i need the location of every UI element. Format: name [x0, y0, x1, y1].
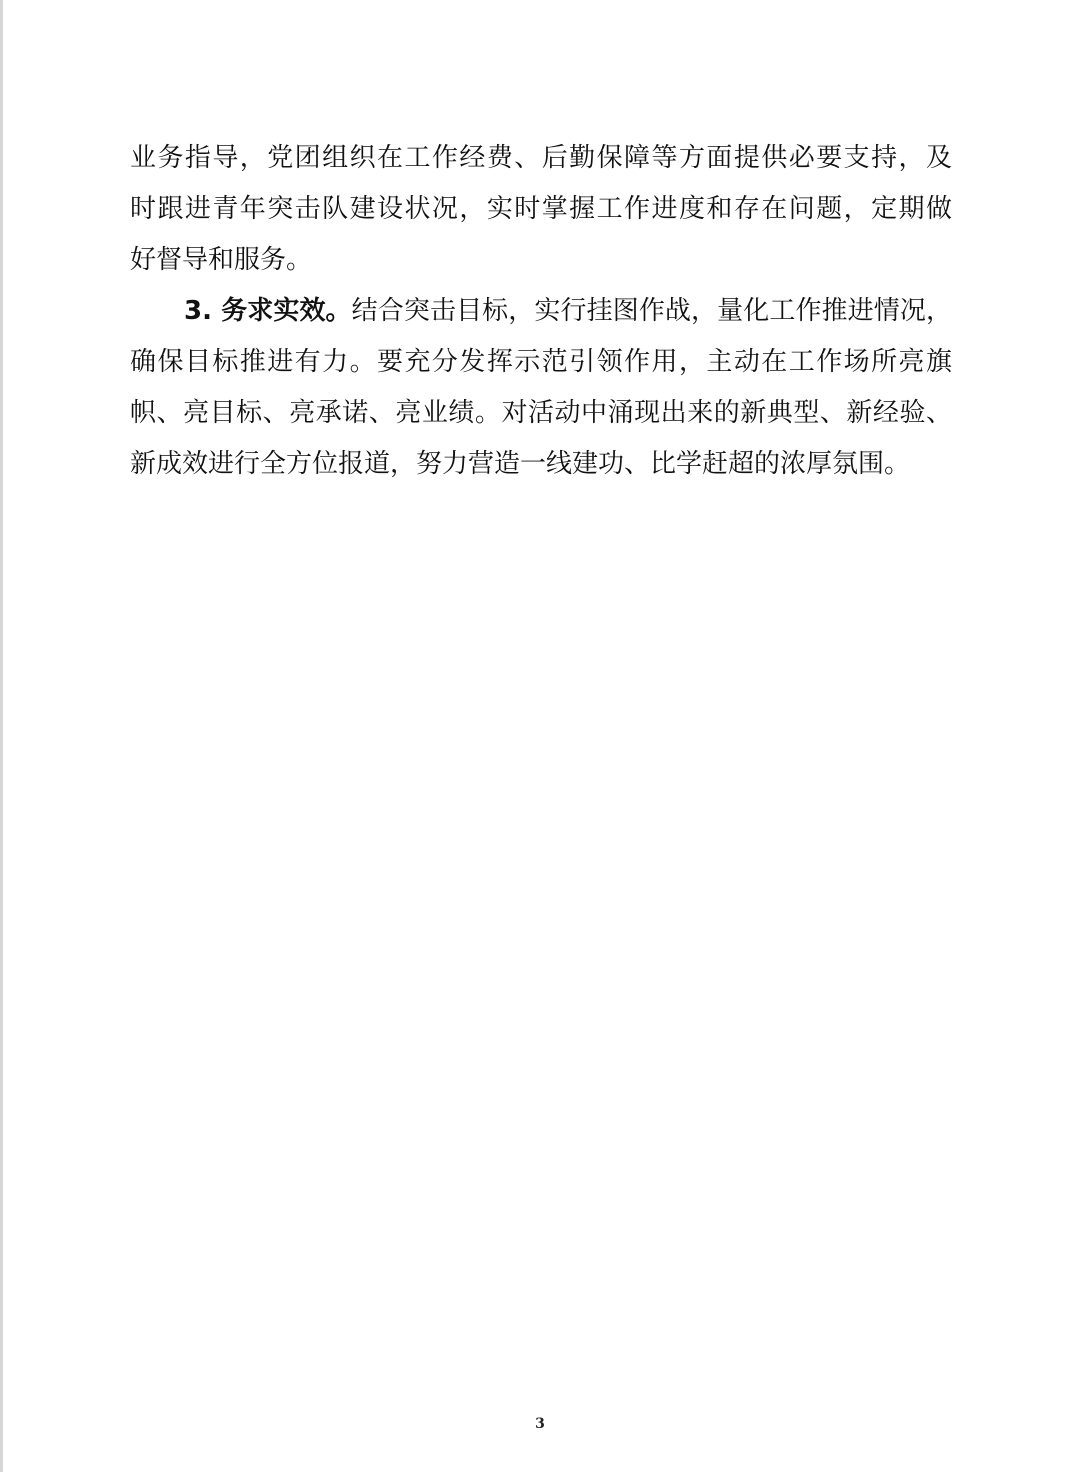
section-heading: 3. 务求实效。	[184, 296, 352, 326]
paragraph-2-line-1	[130, 286, 952, 337]
page-number: 3	[535, 1416, 545, 1432]
paragraph-2-line-3: 帜、亮目标、亮承诺、亮业绩。对活动中涌现出来的新典型、新经验、	[130, 398, 952, 428]
paragraph-2-line-2: 确保目标推进有力。要充分发挥示范引领作用，主动在工作场所亮旗	[130, 347, 952, 377]
paragraph-2-line-1-text: 结合突击目标，实行挂图作战，量化工作推进情况，	[351, 296, 952, 326]
paragraph-1-line-2: 时跟进青年突击队建设状况，实时掌握工作进度和存在问题，定期做	[130, 194, 952, 224]
paragraph-2-line-4: 新成效进行全方位报道，努力营造一线建功、比学赶超的浓厚氛围。	[130, 449, 911, 479]
body-text	[130, 133, 952, 490]
paragraph-1-line-3: 好督导和服务。	[130, 245, 313, 275]
paragraph-1-line-1: 业务指导，党团组织在工作经费、后勤保障等方面提供必要支持，及	[130, 143, 952, 173]
